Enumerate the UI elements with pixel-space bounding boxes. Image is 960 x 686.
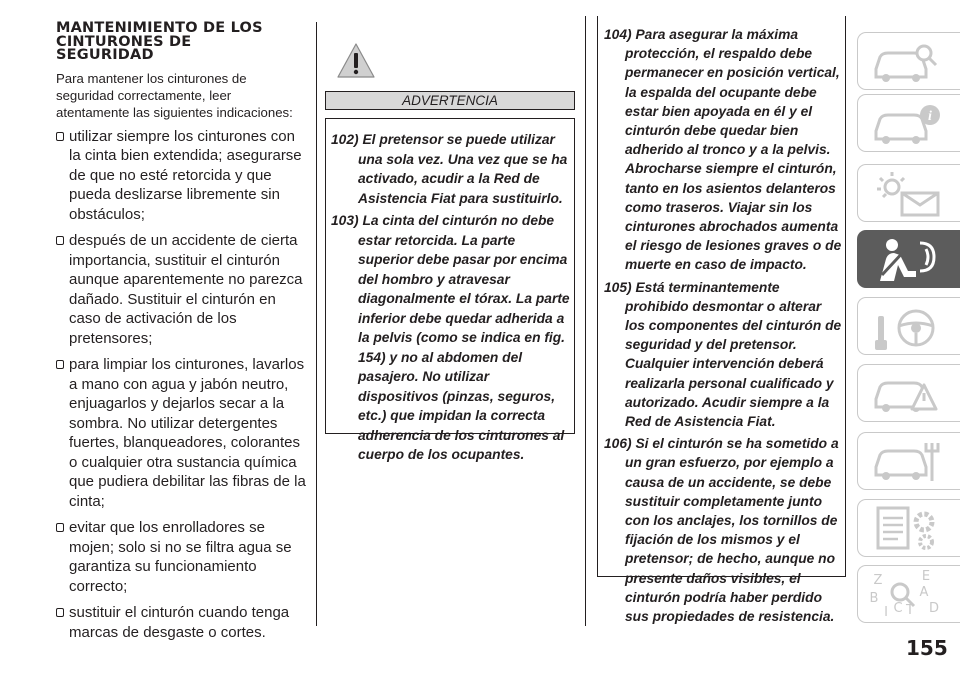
- warning-note: 105) Está terminantemente prohibido desmontar o alterar los componentes del cinturón de seguridad y del pretensor. Cualquier intervención deberá realizarla personal cualificado y autorizado. Acudir siempre a la Red de Asistencia Fiat.: [604, 279, 842, 430]
- checkbox-bullet-icon: [56, 360, 64, 369]
- index-letter: D: [928, 601, 940, 616]
- left-column: [56, 22, 308, 649]
- key-steering-wheel-icon: [868, 302, 948, 352]
- bullet-item: para limpiar los cinturones, lavarlos a mano con agua y jabón neutro, enjuagarlos y dejarlos secar a la sombra. No utilizar detergentes fuertes, blanqueadores, colorantes o cualquier otra sustancia química que pudiera debilitar las fibras de la cinta;: [56, 355, 308, 511]
- checkbox-bullet-icon: [56, 236, 64, 245]
- warning-note: 104) Para asegurar la máxima protección, el respaldo debe permanecer en posición vertical, la espalda del ocupante debe estar bien apoyada en él y el cinturón debe quedar bien adherido al tronco y a la pelvis. Abrocharse siempre el cinturón, tanto en los asientos delanteros como traseros. Viajar sin los cinturones abrochados aumenta el riesgo de lesiones graves o de muerte en caso de impacto.: [604, 27, 842, 273]
- warning-note: 102) El pretensor se puede utilizar una sola vez. Una vez que se ha activado, acudir a la Red de Asistencia Fiat para sustituirlo.: [331, 132, 568, 206]
- car-warning-icon: [868, 369, 948, 419]
- section-heading: MANTENIMIENTO DE LOS CINTURONES DE SEGURIDAD: [56, 20, 263, 63]
- checkbox-bullet-icon: [56, 132, 64, 141]
- warning-triangle-icon: [336, 42, 376, 80]
- car-tools-icon: [868, 437, 948, 487]
- car-info-icon: [868, 99, 948, 149]
- chapter-tab-safety[interactable]: [857, 230, 960, 288]
- chapter-tab-car-info[interactable]: [857, 94, 960, 152]
- column-divider: [585, 16, 586, 626]
- document-settings-icon: [868, 504, 948, 554]
- bullet-item: después de un accidente de cierta importancia, sustituir el cinturón aunque aparentemente no parezca dañado. Sustituir el cinturón en caso de activación de los pretensores;: [56, 231, 308, 348]
- intro-text: Para mantener los cinturones de seguridad correctamente, leer atentamente las siguientes indicaciones:: [56, 70, 293, 120]
- bullet-item: utilizar siempre los cinturones con la cinta bien extendida; asegurarse de que no esté retorcida y que pueda deslizarse libremente sin obstáculos;: [56, 127, 308, 225]
- chapter-tab-index[interactable]: [857, 565, 960, 623]
- index-letter: Z: [873, 573, 883, 588]
- checkbox-bullet-icon: [56, 608, 64, 617]
- svg-text:i: i: [928, 109, 932, 124]
- chapter-tab-starting-driving[interactable]: [857, 297, 960, 355]
- index-letter: C: [893, 601, 903, 616]
- alphabet-index-icon: [868, 570, 948, 620]
- chapter-tab-technical-data[interactable]: [857, 499, 960, 557]
- index-letter: E: [921, 570, 931, 584]
- chapter-tab-lights-messages[interactable]: [857, 164, 960, 222]
- chapter-tab-emergency[interactable]: [857, 364, 960, 422]
- page-number: 155: [906, 636, 948, 660]
- column-divider: [316, 22, 317, 626]
- warning-continuation-box: [597, 16, 846, 625]
- warning-note: 106) Si el cinturón se ha sometido a un gran esfuerzo, por ejemplo a causa de un accidente, se debe sustituir completamente junto con los anclajes, los tornillos de fijación de los mismos y el pretensor; de hecho, aunque no presente daños visibles, el cinturón podría haber perdido sus propiedades de resistencia.: [604, 436, 839, 625]
- index-letter: A: [919, 585, 929, 600]
- seatbelt-airbag-icon: [868, 235, 948, 285]
- index-letter: T: [906, 603, 914, 618]
- chapter-tab-maintenance[interactable]: [857, 432, 960, 490]
- index-letter: B: [869, 591, 879, 606]
- checkbox-bullet-icon: [56, 523, 64, 532]
- index-letter: I: [884, 605, 888, 620]
- warning-note: 103) La cinta del cinturón no debe estar retorcida. La parte superior debe pasar por encima del hombro y atravesar diagonalmente el tórax. La parte inferior debe quedar adherida a la pelvis (como se indica en fig. 154) y no al abdomen del pasajero. No utilizar dispositivos (pinzas, seguros, etc.) que impidan la correcta adherencia de los cinturones al cuerpo de los ocupantes.: [331, 213, 570, 462]
- chapter-tab-car-search[interactable]: [857, 32, 960, 90]
- car-search-icon: [868, 37, 948, 87]
- light-message-icon: [868, 169, 948, 219]
- bullet-item: sustituir el cinturón cuando tenga marcas de desgaste o cortes.: [56, 603, 308, 642]
- bullet-item: evitar que los enrolladores se mojen; solo si no se filtra agua se garantiza su funcionamiento correcto;: [56, 518, 308, 596]
- advertencia-box: [325, 118, 575, 462]
- advertencia-header: ADVERTENCIA: [325, 91, 575, 110]
